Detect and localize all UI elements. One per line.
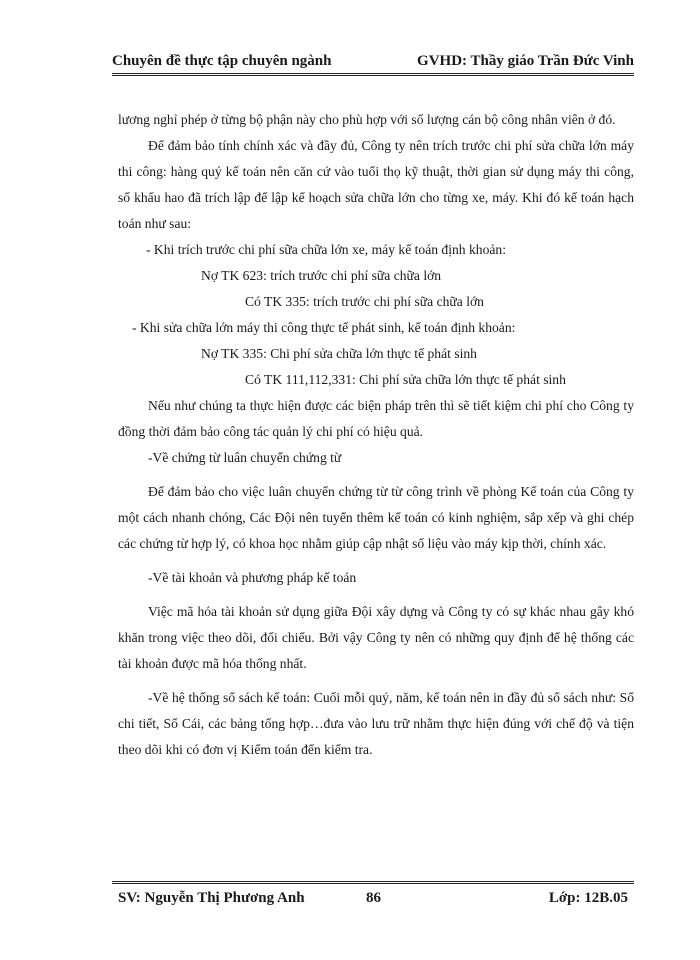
page-body <box>118 107 634 763</box>
heading-accounts: -Về tài khoản và phương pháp kế toán <box>148 570 357 585</box>
footer-student: SV: Nguyễn Thị Phương Anh <box>118 890 305 906</box>
spacer <box>118 471 634 479</box>
entry-debit-623: Nợ TK 623: trích trước chi phí sữa chữa lớn <box>201 268 442 283</box>
spacer <box>118 557 634 565</box>
spacer <box>118 677 634 685</box>
paragraph-6: Để đảm bảo cho việc luân chuyển chứng từ từ công trình về phòng Kế toán của Công ty một cách nhanh chóng, Các Đội nên tuyển thêm kế toán có kinh nghiệm, sắp xếp và ghi chép các chứng từ hợp lý, có khoa học nhằm giúp cập nhật số liệu vào máy kịp thời, chính xác. <box>118 484 634 551</box>
page-header <box>112 46 634 76</box>
paragraph-2: Để đảm bảo tính chính xác và đầy đủ, Công ty nên trích trước chi phí sửa chữa lớn máy thi công: hàng quý kế toán nên căn cứ vào tuổi thọ kỹ thuật, thời gian sử dụng máy thi công, số khấu hao đã trích lập để lập kế hoạch sửa chữa lớn cho từng xe, máy. Khi đó kế toán hạch toán như sau: <box>118 138 634 231</box>
paragraph-5: Nếu như chúng ta thực hiện được các biện pháp trên thì sẽ tiết kiệm chi phí cho Công ty đồng thời đảm bảo công tác quản lý chi phí có hiệu quả. <box>118 398 634 439</box>
paragraph-8: -Về hệ thống sổ sách kế toán: Cuối mỗi quý, năm, kế toán nên in đầy đủ sổ sách như: Sổ chi tiết, Sổ Cái, các bảng tổng hợp…đưa vào lưu trữ nhằm thực hiện đúng với chế độ và tiện theo dõi khi có đơn vị Kiểm toán đến kiểm tra. <box>118 690 634 757</box>
entry-credit-111: Có TK 111,112,331: Chi phí sửa chữa lớn thực tế phát sinh <box>245 372 566 387</box>
page-footer <box>112 881 634 912</box>
page-number: 86 <box>366 890 381 906</box>
entry-credit-335: Có TK 335: trích trước chi phí sữa chữa lớn <box>245 294 484 309</box>
header-title: Chuyên đề thực tập chuyên ngành <box>112 53 332 69</box>
bullet-accrual: - Khi trích trước chi phí sữa chữa lớn xe, máy kế toán định khoản: <box>146 242 506 257</box>
entry-debit-335: Nợ TK 335: Chi phí sửa chữa lớn thực tế phát sinh <box>201 346 477 361</box>
paragraph-1: lương nghỉ phép ở từng bộ phận này cho phù hợp với số lượng cán bộ công nhân viên ở đó. <box>118 112 616 127</box>
header-advisor: GVHD: Thầy giáo Trần Đức Vinh <box>417 53 634 69</box>
heading-documents: -Về chứng từ luân chuyển chứng từ <box>148 450 342 465</box>
paragraph-7: Việc mã hóa tài khoản sử dụng giữa Đội xây dựng và Công ty có sự khác nhau gây khó khăn trong việc theo dõi, đối chiếu. Bởi vậy Công ty nên có những quy định để hệ thống các tài khoản được mã hóa thống nhất. <box>118 604 634 671</box>
bullet-repair: - Khi sửa chữa lớn máy thi công thực tế phát sinh, kế toán định khoản: <box>132 320 516 335</box>
footer-class: Lớp: 12B.05 <box>548 890 628 906</box>
spacer <box>118 591 634 599</box>
